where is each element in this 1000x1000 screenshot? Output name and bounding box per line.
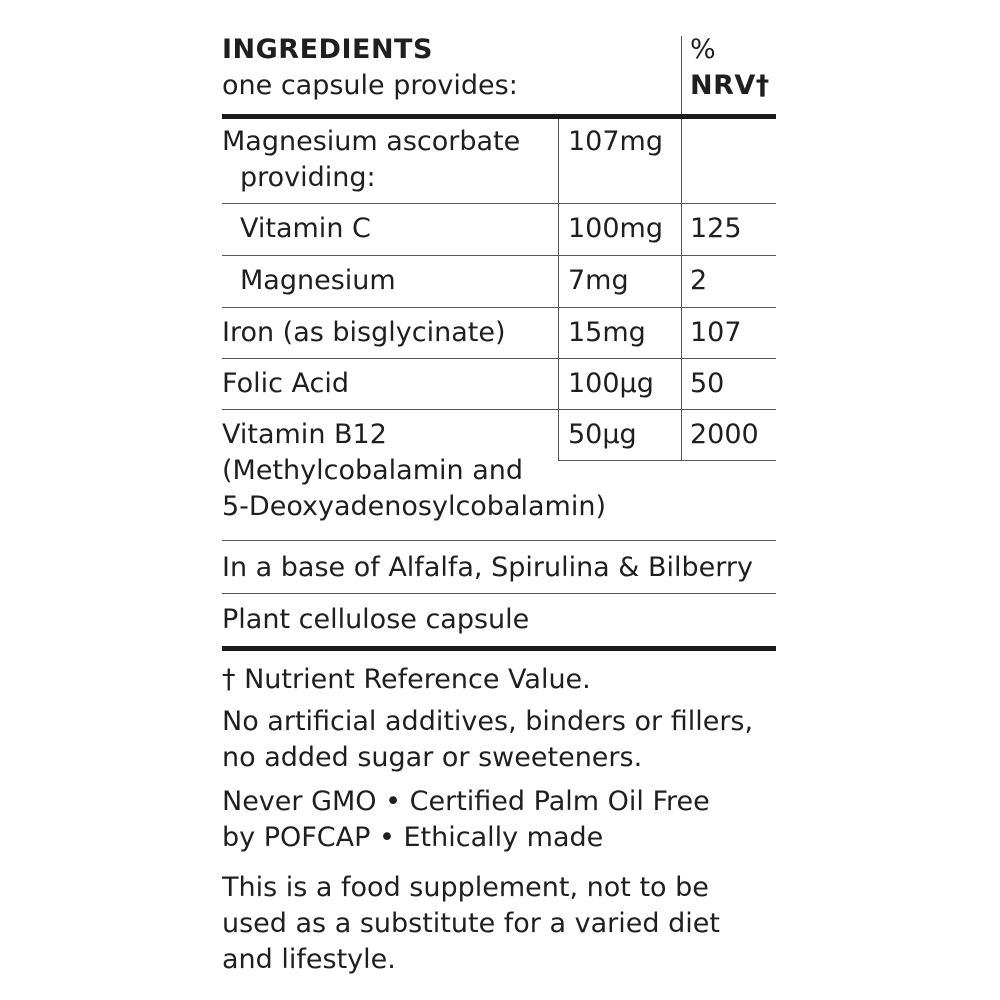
ingredients-title: INGREDIENTS: [222, 34, 433, 65]
ingredient-name: Magnesium ascorbate: [222, 126, 521, 157]
row-divider: [222, 358, 776, 359]
row-divider: [222, 540, 776, 541]
ingredient-name-continued: (Methylcobalamin and: [222, 455, 524, 486]
serving-subtitle: one capsule provides:: [222, 70, 518, 101]
row-divider: [222, 307, 776, 308]
ingredient-amount: 100mg: [568, 213, 663, 244]
nrv-header: NRV†: [690, 70, 770, 101]
capsule-type: Plant cellulose capsule: [222, 604, 530, 635]
ingredient-nrv: 2: [690, 265, 708, 296]
supplement-disclaimer: This is a food supplement, not to be: [222, 872, 709, 903]
ingredient-amount: 50µg: [568, 419, 637, 450]
ingredient-amount: 15mg: [568, 317, 646, 348]
row-divider: [222, 593, 776, 594]
base-ingredients: In a base of Alfalfa, Spirulina & Bilberry: [222, 552, 753, 583]
additives-note-continued: no added sugar or sweeteners.: [222, 742, 643, 773]
header-column-divider: [681, 36, 682, 116]
nrv-footnote: † Nutrient Reference Value.: [222, 664, 591, 695]
additives-note: No artificial additives, binders or fillers,: [222, 706, 754, 737]
ingredient-name: Magnesium: [240, 265, 396, 296]
ingredient-nrv: 50: [690, 368, 725, 399]
nrv-percent-header: %: [690, 34, 716, 65]
supplement-disclaimer-continued: used as a substitute for a varied diet: [222, 908, 720, 939]
ingredients-label: [222, 30, 776, 975]
ingredient-nrv: 107: [690, 317, 742, 348]
ingredient-nrv: 2000: [690, 419, 759, 450]
ingredient-name: Vitamin C: [240, 213, 371, 244]
row-divider: [222, 203, 776, 204]
ingredient-nrv: 125: [690, 213, 742, 244]
ingredient-name: Iron (as bisglycinate): [222, 317, 506, 348]
row-divider: [222, 255, 776, 256]
ingredient-amount: 7mg: [568, 265, 629, 296]
nrv-column-divider: [681, 119, 682, 461]
ingredient-name: Vitamin B12: [222, 419, 387, 450]
ingredient-amount: 100µg: [568, 368, 654, 399]
amount-column-divider: [558, 119, 559, 461]
supplement-disclaimer-end: and lifestyle.: [222, 944, 396, 975]
value-columns-end-rule: [558, 460, 776, 461]
ingredient-name: Folic Acid: [222, 368, 349, 399]
ingredient-name-continued: providing:: [240, 162, 376, 193]
ingredient-amount: 107mg: [568, 126, 663, 157]
ingredient-name-continued: 5-Deoxyadenosylcobalamin): [222, 491, 606, 522]
row-divider: [222, 409, 776, 410]
gmo-note-continued: by POFCAP • Ethically made: [222, 822, 604, 853]
header-rule: [222, 114, 776, 119]
gmo-note: Never GMO • Certified Palm Oil Free: [222, 786, 710, 817]
notes-rule: [222, 646, 776, 651]
